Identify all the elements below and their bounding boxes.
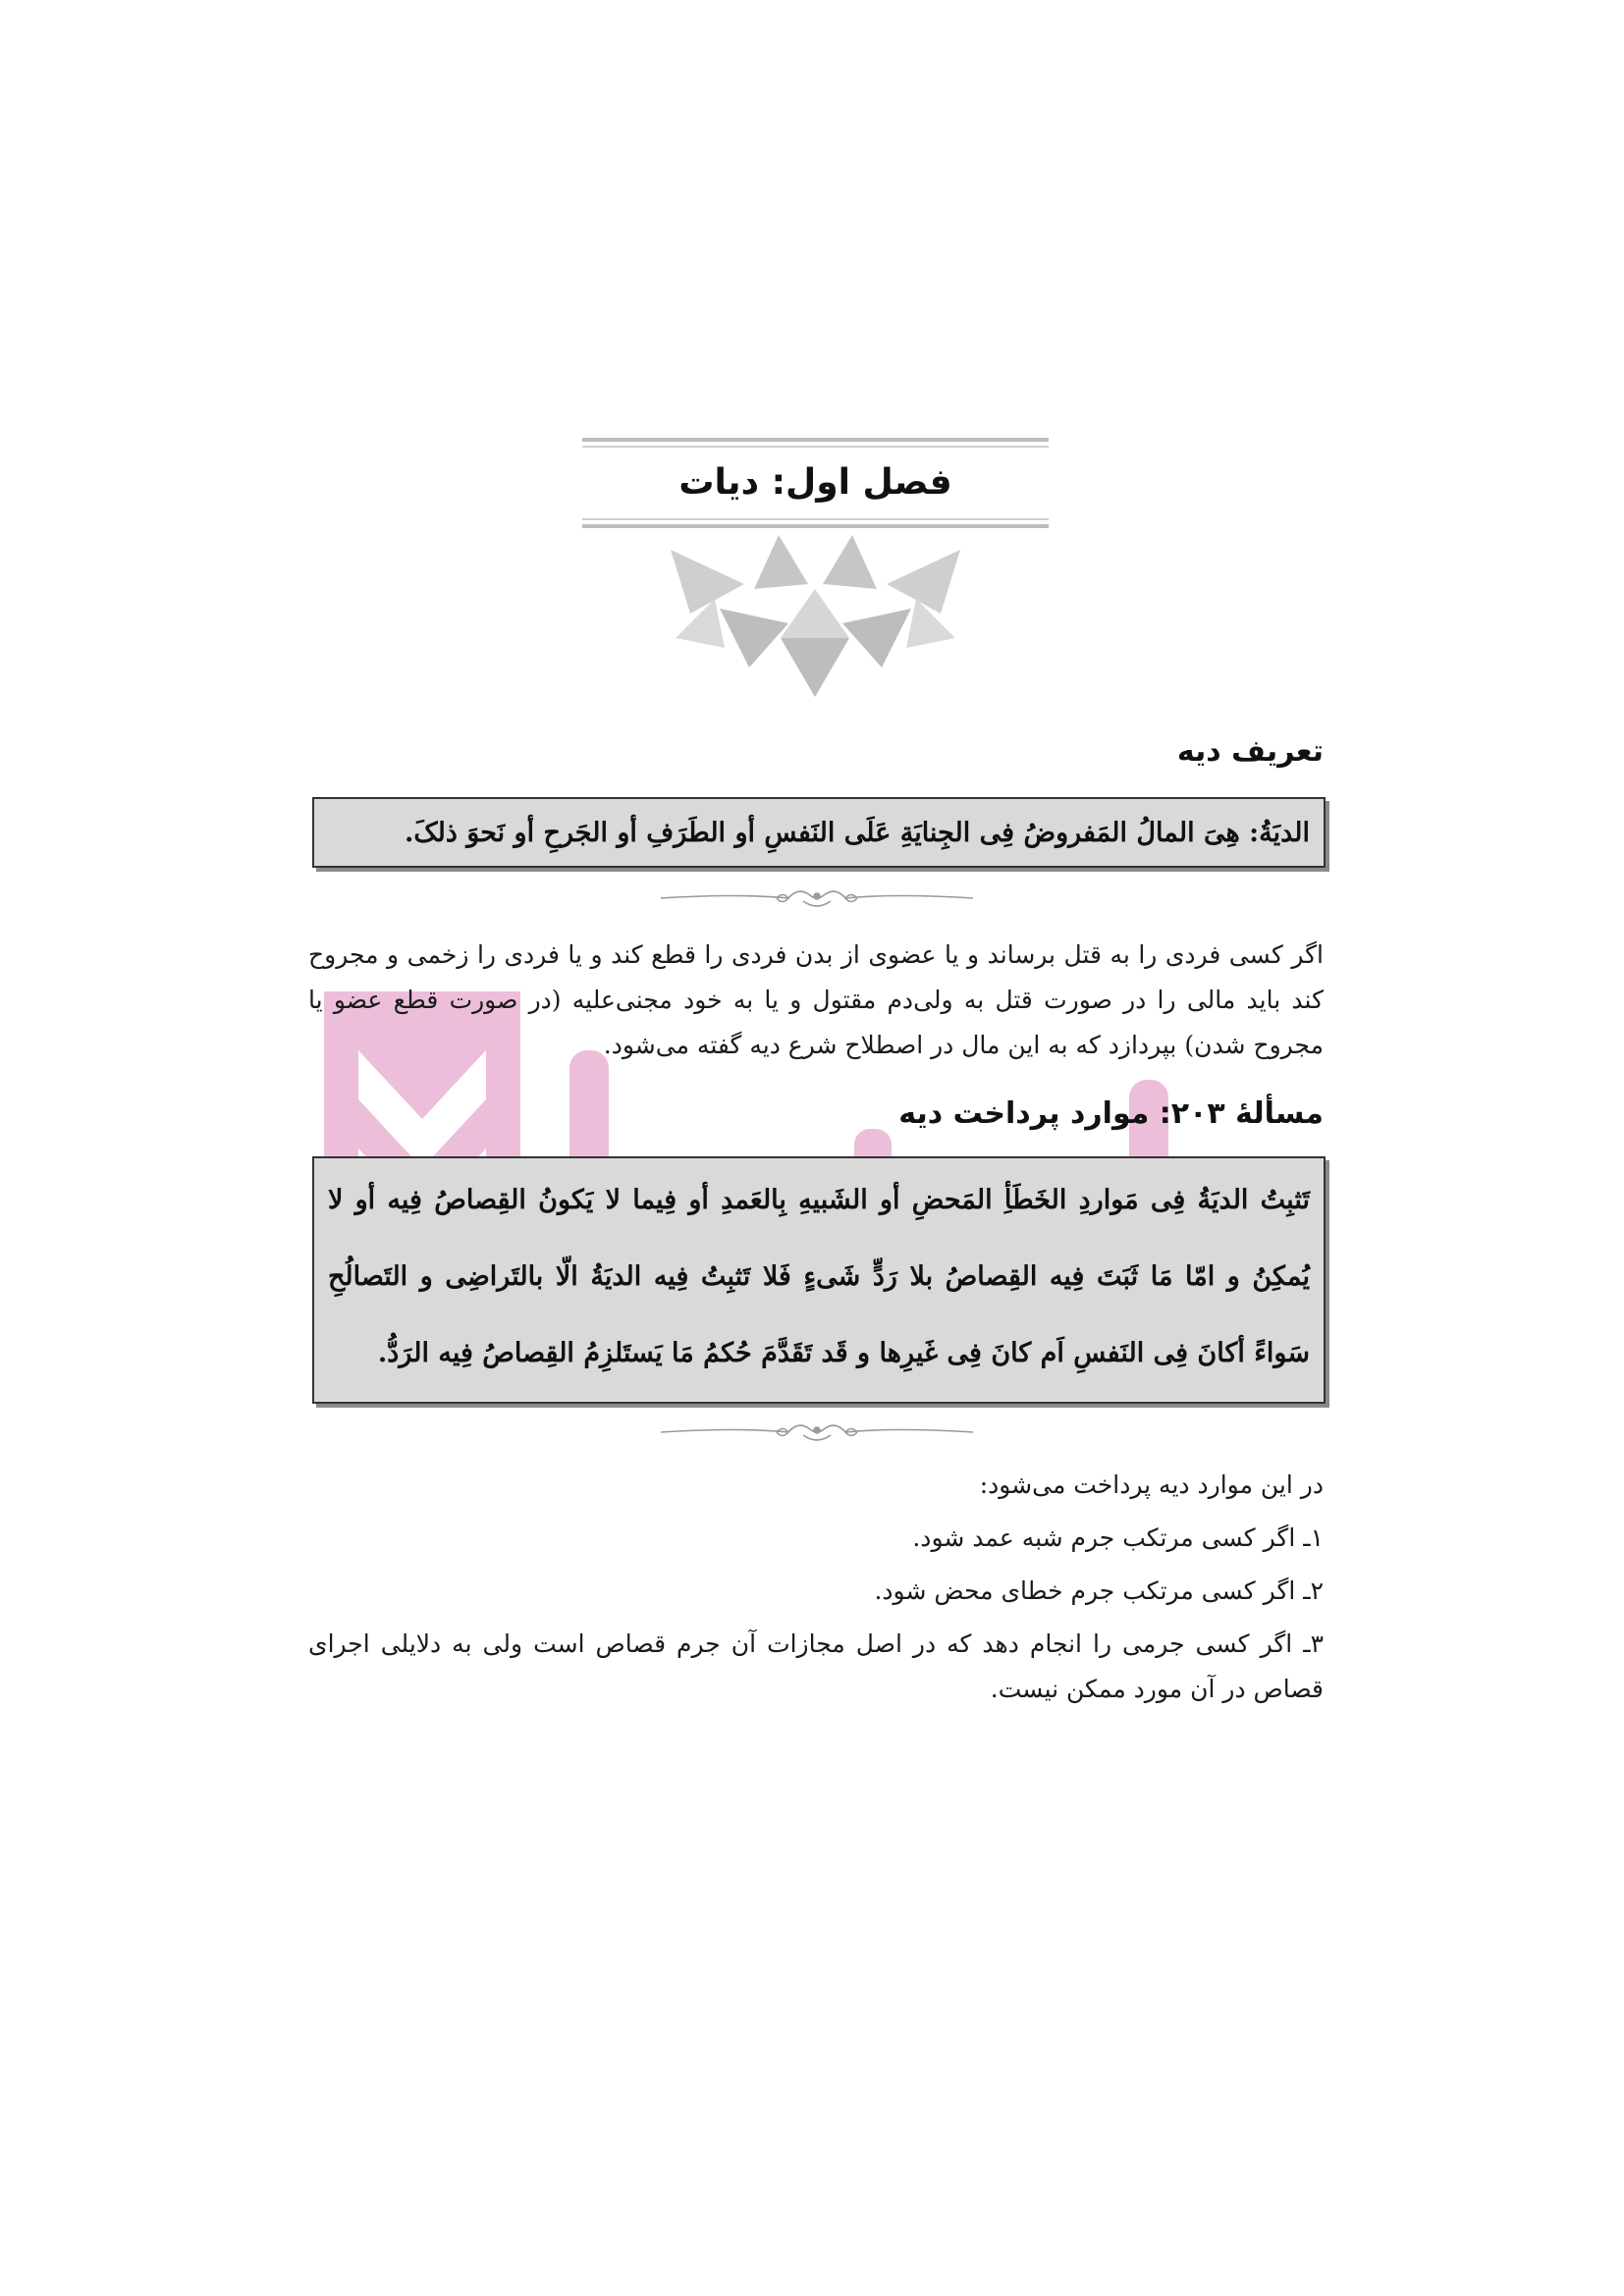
rule-line [582, 438, 1049, 442]
rule-line [582, 518, 1049, 520]
list-item: ۳ـ اگر کسی جرمی را انجام دهد که در اصل مجازات آن جرم قصاص است ولی به دلایلی اجرای قصاص در آن مورد ممکن نیست. [308, 1629, 1324, 1703]
chapter-title-block [582, 438, 1049, 532]
issue-quote-box: تَثبِتُ الدیَةُ فِی مَواردِ الخَطَأِ المَحضِ أو الشَبیهِ بِالعَمدِ أو فِیما لا یَکونُ القِصاصُ فِیه أو لا یُمکِنُ و امّا مَا ثَبَتَ فِیه القِصاصُ بلا رَدٍّ شَیءٍ فَلا تَثبِتُ فِیه الدیَةُ الّا بالتَراضِی و التَصالُحِ سَواءً أکانَ فِی النَفسِ اَم کانَ فِی غَیرِها و قَد تَقَدَّمَ حُکمُ مَا یَستَلزِمُ القِصاصُ فِیه الرَدُّ. [312, 1156, 1326, 1404]
rule-line [582, 446, 1049, 448]
title-top-rules [582, 438, 1049, 448]
definition-paragraph: اگر کسی فردی را به قتل برساند و یا عضوی از بدن فردی را قطع کند و یا فردی را زخمی و مجروح کند باید مالی را در صورت قتل به ولی‌دم مقتول و یا به خود مجنی‌علیه (در صورت قطع عضو یا مجروح شدن) بپردازد که به این مال در اصطلاح شرع دیه گفته می‌شود. [308, 940, 1324, 1059]
title-bottom-rules [582, 518, 1049, 528]
rosette-ornament-icon [661, 530, 970, 697]
flourish-divider-icon [661, 1417, 973, 1447]
list-item: ۲ـ اگر کسی مرتکب جرم خطای محض شود. [874, 1576, 1324, 1605]
issue-intro-line: در این موارد دیه پرداخت می‌شود: [979, 1470, 1324, 1499]
rule-line [582, 524, 1049, 528]
list-item: ۱ـ اگر کسی مرتکب جرم شبه عمد شود. [912, 1523, 1324, 1552]
definition-quote-box: الدیَةُ: هِیَ المالُ المَفروضُ فِی الجِنایَةِ عَلَی النَفسِ أو الطَرَفِ أو الجَرحِ أو نَحوَ ذلکَ. [312, 797, 1326, 868]
section-heading-definition: تعریف دیه [1176, 734, 1324, 769]
flourish-divider-icon [661, 883, 973, 913]
chapter-title: فصل اول: دیات [678, 462, 952, 503]
section-heading-issue-203: مسألهٔ ۲۰۳: موارد پرداخت دیه [898, 1096, 1324, 1131]
